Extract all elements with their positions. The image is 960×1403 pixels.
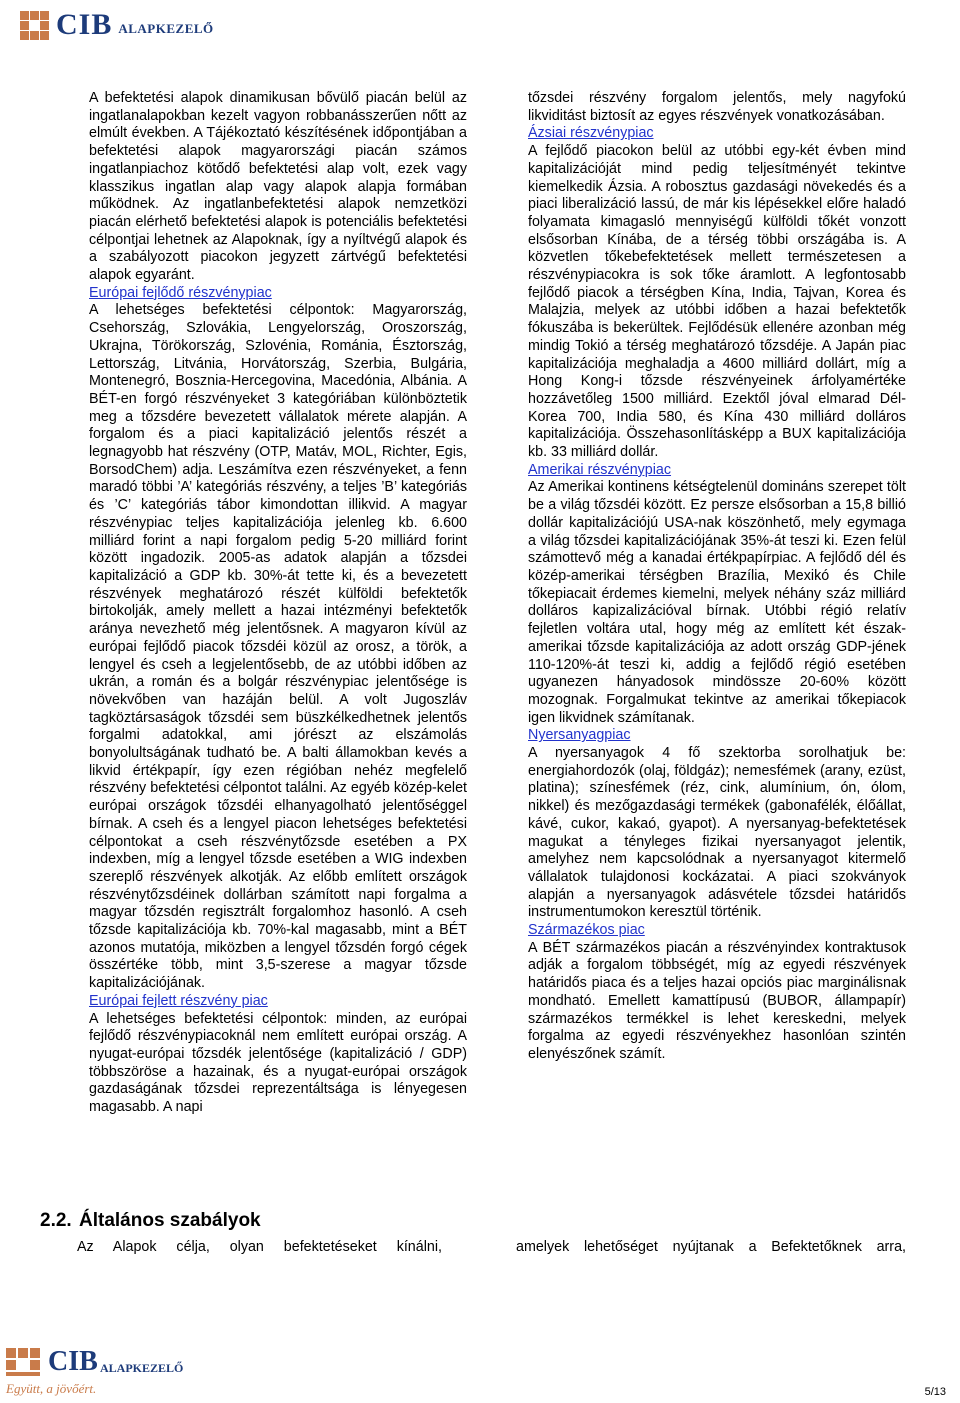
section-heading xyxy=(40,1210,261,1232)
heading-commodity: Nyersanyagpiac xyxy=(528,727,631,744)
section-left-line: Az Alapok célja, olyan befektetéseket kínálni, xyxy=(77,1239,442,1255)
section-title: Általános szabályok xyxy=(79,1210,261,1231)
left-column xyxy=(89,90,467,1117)
left-intro-paragraph: A befektetési alapok dinamikusan bővülő piacán belül az ingatlanalapokban kezelt vagyon robbanásszerűen nőtt az elmúlt években. A Tájékoztató készítésének időpontjában a befektetési alapok magyarországi piacán számos ingatlanpiachoz kötődő befektetési alap volt, ezek vagy klasszikus ingatlan alap vagy alapok alapja formában működnek. Az ingatlanbefektetési alapok nemzetközi piacán elérhető befektetési alapok is potenciális befektetési célpontjai lehetnek az Alapoknak, így a nyíltvégű alapok és a szabályozott piacokon jegyzett zártvégű befektetési alapok egyaránt. xyxy=(89,90,467,284)
commodity-paragraph: A nyersanyagok 4 fő szektorba sorolhatjuk be: energiahordozók (olaj, földgáz); nemesfémek (arany, ezüst, platina); színesfémek (réz, cink, alumínium, ón, ólom, nikkel) és mezőgazdasági termékek (gabonafélék, élőállat, kávé, cukor, kakaó, gyapot). A nyersanyag-befektetések magukat a tényleges fizikai nyersanyagot jelentik, amelyhez nem kapcsolódnak a nyersanyagot kitermelő vállalatok tulajdonosi kockázatai. A piaci szokványok alapján a nyersanyagok adásvétele tőzsdei határidős instrumentumokon keresztül történik. xyxy=(528,745,906,921)
heading-derivative: Származékos piac xyxy=(528,922,645,939)
america-paragraph: Az Amerikai kontinens kétségtelenül domináns szerepet tölt be a világ tőzsdéi között. Ez persze elsősorban a 15,8 billió dollár kapitalizációjú USA-nak köszönhető, mely egymaga a világ tőzsdei kapitalizációjának 35%-át teszi ki. Ezen felül számottevő még a kanadai értékpapírpiac. A fejlődő dél és közép-amerikai térségben Brazília, Mexikó és Chile tőkepiacait érdemes kiemelni, melyek néhány száz milliárd dolláros kapizalizációval bírnak. Utóbbi régió relatív fejletlen voltára utal, hogy még az említett két észak-amerikai tőzsde kapitalizációja az adott ország GDP-jének 110-120%-át teszi ki, addig a fejlődő régió esetében ugyanezen hányadosok mindössze 20-60% között mozognak. Forgalmukat tekintve az amerikai tőkepiacok igen likvidnek számítanak. xyxy=(528,479,906,726)
page-number: 5/13 xyxy=(924,1386,946,1398)
section-right-line: amelyek lehetőséget nyújtanak a Befektetőknek arra, xyxy=(516,1239,906,1255)
derivative-paragraph: A BÉT származékos piacán a részvényindex kontraktusok adják a forgalom többségét, míg az egyedi részvények határidős piaca és a teljes hazai opciós piac marginálisnak mondható. Emellett kamattípusú (BUBOR, állampapír) származékos termékkel is lehet kereskedni, melyek forgalma az egyedi részvényekhez hasonlóan szintén elenyészőnek számít. xyxy=(528,939,906,1062)
footer-logo xyxy=(6,1346,184,1396)
emerging-europe-paragraph: A lehetséges befektetési célpontok: Magyarország, Csehország, Szlovákia, Lengyelország, Oroszország, Ukrajna, Törökország, Szlovénia, Románia, Észtország, Lettország, Litvánia, Horvátország, Szerbia, Bulgária, Montenegró, Bosznia-Hercegovina, Macedónia, Albánia. A BÉT-en forgó részvényeket 3 kategóriában különböztetik meg a tőzsdére bevezetett vállalatok mérete alapján. A forgalom és a piaci kapitalizáció jelentős részét a legnagyobb hat részvény (OTP, Matáv, MOL, Richter, Egis, BorsodChem) adja. Leszámítva ezen részvényeket, a fenn maradó többi ’A’ kategóriás részvény, a teljes ’B’ kategóriás és ’C’ kategóriás tábor kimondottan illikvid. A magyar részvénypiac teljes kapitalizációja jelenleg kb. 6.600 milliárd forint a napi forgalom pedig 5-20 milliárd forint között ingadozik. 2005-as adatok alapján a tőzsdei kapitalizáció a GDP kb. 30%-át tette ki, és a bevezetett részvények meghatározó részét külföldi befektetők birtokolják, amely mellett a hazai intézményi befektetők aránya nevezhető még jelentősnek. A magyaron kívül az európai fejlődő piacok tőzsdéi közül az orosz, a török, a lengyel és cseh a legjelentősebb, de az utóbbi időben az ukrán, a román és a bolgár részvénypiac jelentősége is növekvőben van hazáján belül. A volt Jugoszláv tagköztársaságok tőzsdéi sem büszkélkedhetnek jelentős forgalmi adatokkal, ami jórészt az elszámolás bonyolultságának tudható be. A balti államokban kevés a likvid értékpapír, így ezen régióban nehéz megfelelő részvény befektetési célpontot találni. Az egyéb közép-kelet európai országok tőzsdéi elhanyagolható jelentőséggel bírnak. A cseh és a lengyel piacon lehetséges befektetési célpontokat a cseh részvénytőzsde esetében a PX indexben, míg a lengyel tőzsde esetében a WIG indexben szereplő részvények alkotják. Az előbb említett országok részvénytőzsdéinek dollárban számított napi forgalma a magyar tőzsdén regisztrált forgalomhoz hasonló. A cseh tőzsde kapitalizációja kb. 70%-kal magasabb, mint a BÉT azonos mutatója, miközben a lengyel tőzsdén forgó cégek összértéke több, mint 3,5-szerese a magyar tőzsde kapitalizációjának. xyxy=(89,302,467,992)
footer-logo-mark-icon xyxy=(6,1348,42,1378)
footer-logo-name: CIB xyxy=(48,1346,98,1377)
logo-mark-icon xyxy=(20,11,50,39)
section-number: 2.2. xyxy=(40,1210,72,1231)
heading-developed-europe: Európai fejlett részvény piac xyxy=(89,992,268,1009)
heading-america: Amerikai részvénypiac xyxy=(528,461,672,478)
footer-slogan: Együtt, a jövőért. xyxy=(6,1381,97,1396)
right-column xyxy=(528,90,906,1064)
heading-asia: Ázsiai részvénypiac xyxy=(528,125,654,142)
developed-europe-paragraph: A lehetséges befektetési célpontok: minden, az európai fejlődő részvénypiacoknál nem említett európai ország. A nyugat-európai tőzsdék jelentősége (kapitalizáció / GDP) többszöröse a hazainak, és a nyugat-európai országok gazdaságának tőzsdei reprezentáltsága is lényegesen magasabb. A napi xyxy=(89,1010,467,1116)
asia-paragraph: A fejlődő piacokon belül az utóbbi egy-két évben mind kapitalizációját mind pedig teljesítményét tekintve kiemelkedik Ázsia. A robosztus gazdasági növekedés és a piaci liberalizáció lassú, de már kis lépésekkel előre haladó folyamata kimagasló mennyiségű külföldi tőkét vonzott elsősorban Kínába, de a térség többi országába is. A közvetlen tőkebefektetések mellett természetesen a részvénypiacokra is sok tőke áramlott. A legfontosabb fejlődő piacok a térségben Kína, India, Tajvan, Korea és Malajzia, melyek az utóbbi időben a hazai befektetők fókuszába is bekerültek. Fejlődésük ellenére azonban még mindig Tokió a térség meghatározó tőzsdéje. A Japán piac kapitalizációja meghaladja a 4600 milliárd dollárt, míg a Hong Kong-i tőzsde részvényeinek árfolyamértéke hozzávetőleg 1500 milliárd. Ezektől jóval elmarad Dél-Korea 700, India 580, és Kína 430 milliárd dolláros kapitalizációja. Összehasonlításképp a BUX kapitalizációja kb. 33 milliárd dollár. xyxy=(528,143,906,461)
heading-emerging-europe: Európai fejlődő részvénypiac xyxy=(89,284,272,301)
footer-logo-sub: ALAPKEZELŐ xyxy=(100,1361,184,1375)
header-logo xyxy=(20,8,214,42)
logo-sub: ALAPKEZELŐ xyxy=(118,21,214,36)
right-intro-paragraph: tőzsdei részvény forgalom jelentős, mely nagyfokú likviditást biztosít az egyes részvények vonatkozásában. xyxy=(528,90,906,124)
logo-name: CIB xyxy=(56,8,113,41)
